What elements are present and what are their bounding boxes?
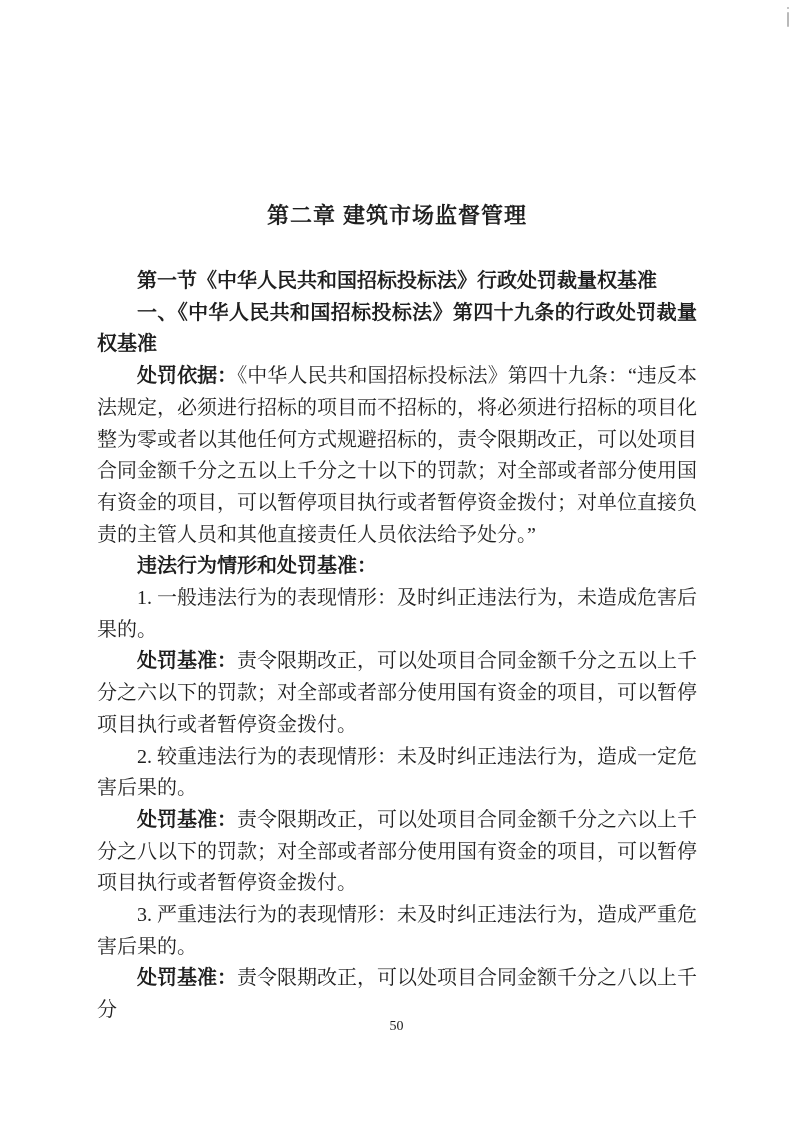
paragraph-text: 1. 一般违法行为的表现情形：及时纠正违法行为，未造成危害后果的。	[97, 587, 697, 641]
section-heading: 第一节《中华人民共和国招标投标法》行政处罚裁量权基准	[137, 270, 657, 292]
paragraph-penalty-basis	[97, 361, 697, 551]
sub-heading: 一、《中华人民共和国招标投标法》第四十九条的行政处罚裁量权基准	[97, 301, 697, 356]
paragraph-prefix: 处罚基准：	[137, 808, 237, 831]
paragraph-text: 责令限期改正，可以处项目合同金额千分之六以上千分之八以下的罚款；对全部或者部分使用国有资金的项目，可以暂停项目执行或者暂停资金拨付。	[97, 808, 697, 895]
paragraph-prefix: 违法行为情形和处罚基准：	[137, 555, 377, 578]
paragraph-case-2	[97, 742, 697, 805]
scan-artifact-mark	[787, 12, 789, 27]
paragraph-prefix: 处罚基准：	[137, 650, 237, 673]
paragraph-violation-header	[97, 551, 697, 583]
paragraph-penalty-standard-1	[97, 646, 697, 741]
paragraph-text: 3. 严重违法行为的表现情形：未及时纠正违法行为，造成严重危害后果的。	[97, 904, 697, 958]
paragraph-text: 责令限期改正，可以处项目合同金额千分之八以上千分	[97, 967, 697, 1022]
paragraph-prefix: 处罚依据：	[137, 365, 238, 388]
paragraph-penalty-standard-3	[97, 963, 697, 1026]
body-text	[97, 266, 697, 1027]
paragraph-prefix: 处罚基准：	[137, 967, 237, 990]
paragraph-case-3	[97, 900, 697, 963]
chapter-title: 第二章 建筑市场监督管理	[266, 203, 528, 228]
paragraph-text: 《中华人民共和国招标投标法》第四十九条：“违反本法规定，必须进行招标的项目而不招标的，将必须进行招标的项目化整为零或者以其他任何方式规避招标的，责令限期改正，可以处项目合同金额千分之五以上千分之十以下的罚款；对全部或者部分使用国有资金的项目，可以暂停项目执行或者暂停资金拨付；对单位直接负责的主管人员和其他直接责任人员依法给予处分。”	[97, 365, 697, 546]
page-number: 50	[389, 1019, 404, 1034]
page-content	[97, 200, 697, 1027]
paragraph-case-1	[97, 583, 697, 646]
paragraph-text: 2. 较重违法行为的表现情形：未及时纠正违法行为，造成一定危害后果的。	[97, 745, 697, 800]
paragraph-penalty-standard-2	[97, 805, 697, 900]
paragraph-text: 责令限期改正，可以处项目合同金额千分之五以上千分之六以下的罚款；对全部或者部分使用国有资金的项目，可以暂停项目执行或者暂停资金拨付。	[97, 650, 697, 736]
